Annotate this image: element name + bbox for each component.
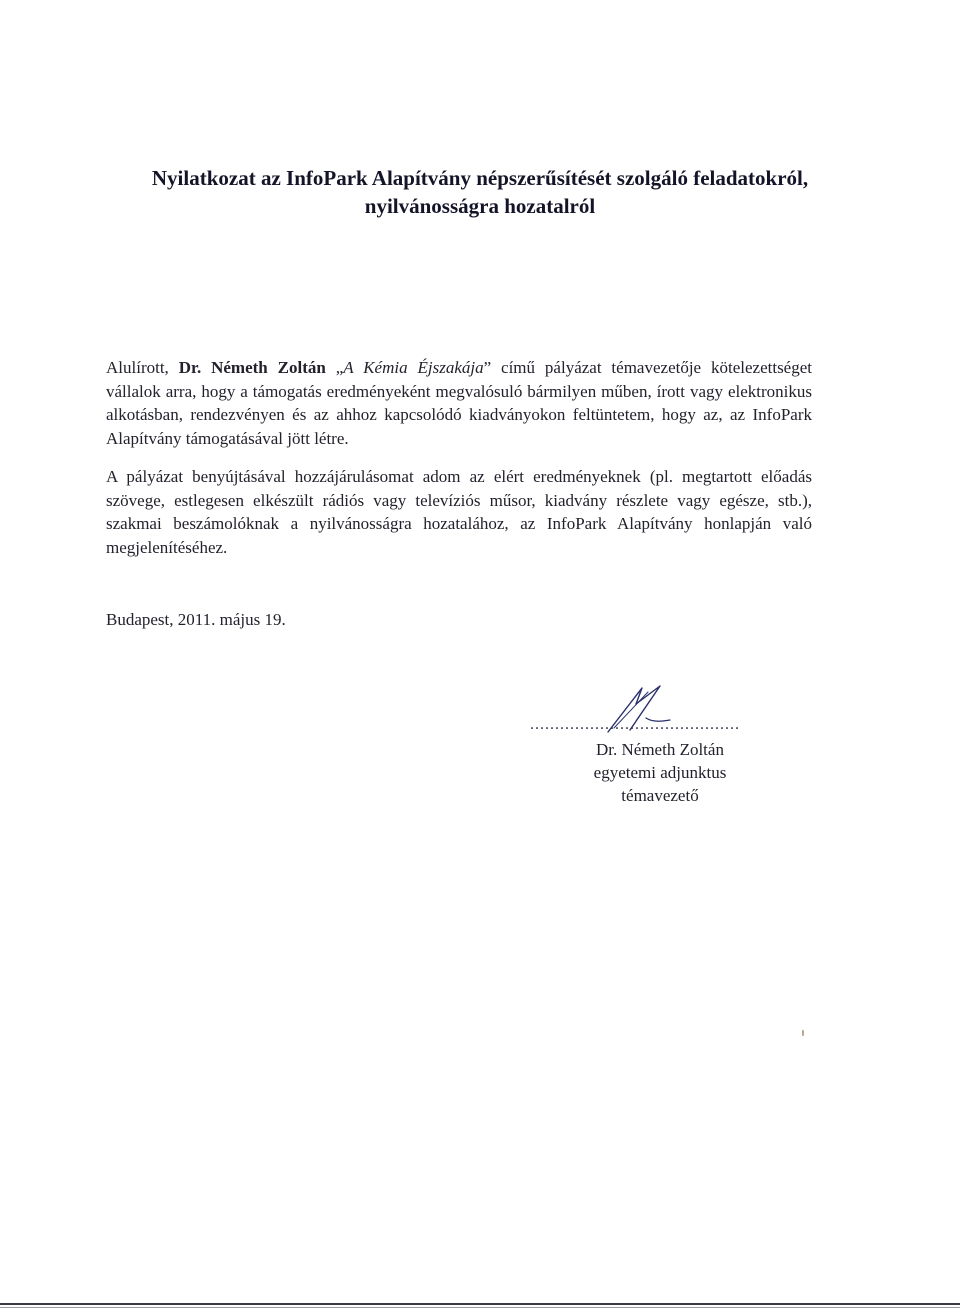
scan-speck	[802, 1030, 804, 1036]
declaration-body: ” című pályázat témavezetője kötelezettséget vállalok arra, hogy a támogatás eredményeként megvalósuló bármilyen műben, írott vagy elektronikus alkotásban, rendezvényen és az ahhoz kapcsolódó kiadványokon feltüntetem, hogy az, az InfoPark Alapítvány támogatásával jött létre.	[106, 358, 812, 448]
signatory-position: egyetemi adjunktus	[593, 763, 727, 782]
declaration-paragraph	[106, 356, 812, 450]
signatory-role: témavezető	[621, 786, 699, 805]
signatory-name: Dr. Németh Zoltán	[596, 740, 724, 759]
scan-edge-line	[0, 1303, 960, 1305]
title-line-2: nyilvánosságra hozatalról	[364, 194, 596, 218]
signature-block	[560, 738, 760, 807]
scan-edge-line-light	[0, 1307, 960, 1308]
project-title: A Kémia Éjszakája	[343, 358, 484, 377]
signature-dotted-line: ..........................................	[530, 716, 740, 733]
quote-open: „	[325, 358, 344, 377]
declaration-intro: Alulírott,	[106, 358, 179, 377]
title-line-1: Nyilatkozat az InfoPark Alapítvány népszerűsítését szolgáló feladatokról,	[151, 166, 809, 190]
consent-paragraph: A pályázat benyújtásával hozzájárulásomat adom az elért eredményeknek (pl. megtartott előadás szövege, estlegesen elkészült rádiós vagy televíziós műsor, kiadvány részlete vagy egésze, stb.), szakmai beszámolóknak a nyilvánosságra hozatalához, az InfoPark Alapítvány honlapján való megjelenítéséhez.	[106, 467, 812, 557]
declarant-name: Dr. Németh Zoltán	[178, 358, 326, 377]
place-and-date: Budapest, 2011. május 19.	[106, 610, 286, 629]
document-title	[100, 164, 860, 220]
